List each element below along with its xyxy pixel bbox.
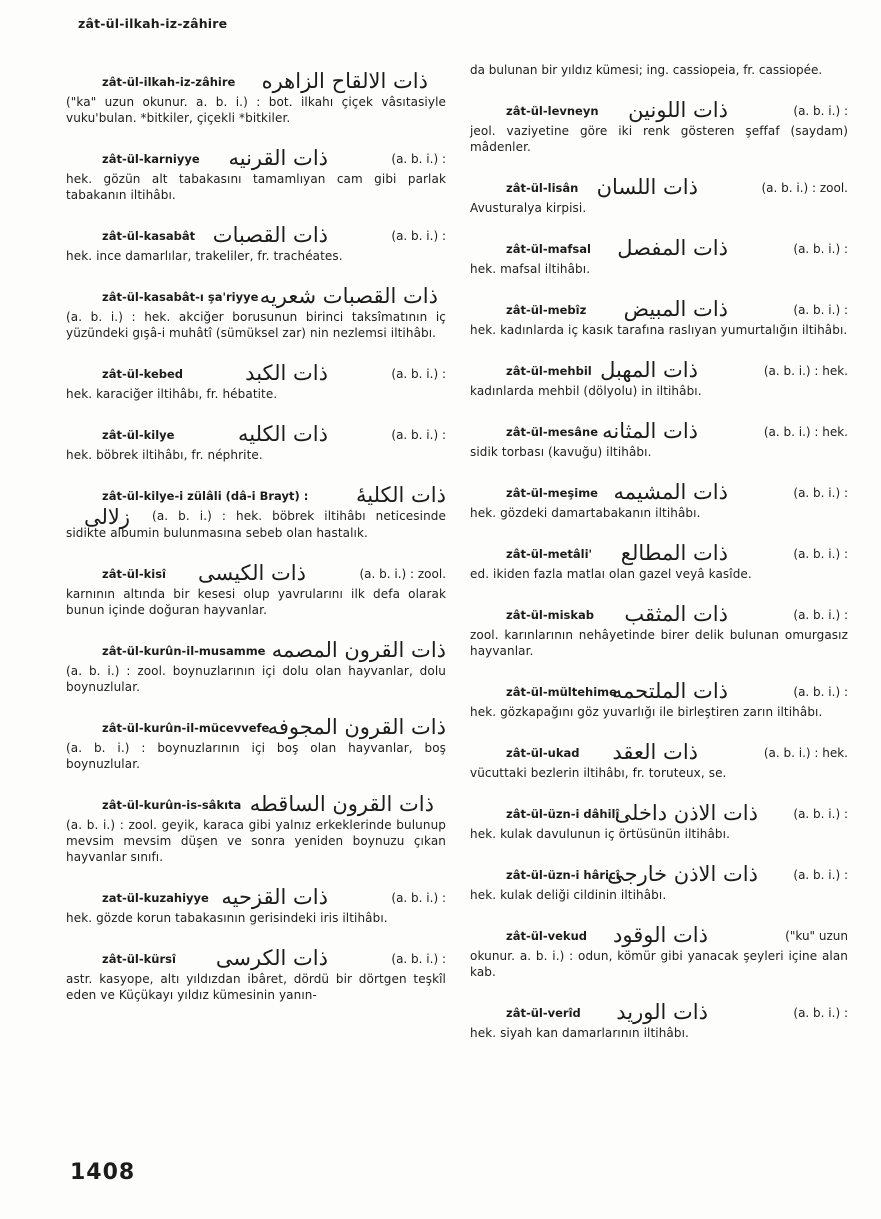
headword: zât-ül-mebîz bbox=[506, 303, 587, 317]
dictionary-entry bbox=[470, 351, 848, 399]
grammar-note: (a. b. i.) : bbox=[793, 547, 848, 561]
grammar-note: (a. b. i.) : bbox=[793, 104, 848, 118]
continuation-text: da bulunan bir yıldız kümesi; ing. cassiopeia, fr. cassiopée. bbox=[470, 63, 823, 77]
arabic-headword: ذات القرون الساقطه bbox=[249, 791, 434, 816]
headword: zât-ül-kurûn-il-mücevvefe bbox=[102, 720, 270, 735]
grammar-note: (a. b. i.) : hek. bbox=[763, 425, 848, 439]
arabic-headword: ذات الكليهٔ bbox=[355, 483, 446, 507]
headword: zât-ül-kasabât-ı şa'riyye bbox=[102, 290, 259, 304]
arabic-headword: ذات القرنيه bbox=[228, 146, 328, 170]
headword: zât-ül-vekud bbox=[506, 929, 587, 943]
dictionary-entry bbox=[470, 534, 848, 582]
entry-head bbox=[470, 412, 848, 442]
entry-head bbox=[66, 631, 446, 661]
grammar-note: (a. b. i.) : zool. bbox=[761, 181, 848, 195]
grammar-note: (a. b. i.) : zool. bbox=[359, 566, 446, 581]
running-head: zât-ül-ilkah-iz-zâhire bbox=[78, 16, 228, 31]
headword: zât-ül-miskab bbox=[506, 608, 595, 622]
arabic-headword: ذات المثقب bbox=[624, 602, 728, 626]
arabic-headword: ذات اللسان bbox=[596, 175, 698, 199]
definition: astr. kasyope, altı yıldızdan ibâret, dördü bir dörtgen teşkîl eden ve Küçükayı yıldız kümesinin yanın- bbox=[66, 971, 446, 1002]
grammar-note: (a. b. i.) : bbox=[391, 428, 446, 442]
headword: zât-ül-kurûn-is-sâkıta bbox=[102, 797, 242, 812]
entry-head bbox=[66, 878, 446, 908]
headword: zât-ül-kürsî bbox=[102, 951, 176, 966]
definition: hek. böbrek iltihâbı, fr. néphrite. bbox=[66, 448, 263, 462]
dictionary-entry bbox=[470, 672, 848, 720]
grammar-note: (a. b. i.) : bbox=[793, 868, 848, 882]
dictionary-entry bbox=[470, 733, 848, 781]
entry-head bbox=[66, 415, 446, 445]
definition: hek. siyah kan damarlarının iltihâbı. bbox=[470, 1026, 689, 1040]
definition: hek. kulak davulunun iç örtüsünün iltihâbı. bbox=[470, 827, 731, 841]
definition: hek. gözde korun tabakasının gerisindeki iris iltihâbı. bbox=[66, 910, 388, 925]
arabic-headword: ذات القصبات bbox=[212, 223, 328, 247]
grammar-note: (a. b. i.) : bbox=[793, 486, 848, 500]
grammar-note: (a. b. i.) : bbox=[391, 367, 446, 381]
headword: zât-ül-kasabât bbox=[102, 229, 196, 243]
definition: sidik torbası (kavuğu) iltihâbı. bbox=[470, 445, 652, 459]
arabic-headword: ذات المفصل bbox=[617, 236, 728, 260]
headword: zât-ül-mafsal bbox=[506, 242, 591, 256]
definition: zool. karınlarının nehâyetinde birer delik bulunan omurgasız hayvanlar. bbox=[470, 628, 848, 658]
dictionary-entry bbox=[470, 916, 848, 980]
definition: ("ka" uzun okunur. a. b. i.) : bot. ilkahı çiçek vâsıtasiyle vuku'bulan. *bitkiler, çiçekli *bitkiler. bbox=[66, 95, 446, 125]
entry-head bbox=[66, 139, 446, 169]
dictionary-entry bbox=[470, 855, 848, 903]
headword: zât-ül-verîd bbox=[506, 1006, 581, 1020]
dictionary-entry bbox=[470, 290, 848, 338]
definition: (a. b. i.) : zool. boynuzlarının içi dolu olan hayvanlar, dolu boynuzlular. bbox=[66, 663, 446, 694]
definition: karnının altında bir kesesi olup yavrularını ilk defa olarak bunun içinde doğuran hayvanlar. bbox=[66, 586, 446, 617]
grammar-note: (a. b. i.) : bbox=[793, 807, 848, 821]
definition: vücuttaki bezlerin iltihâbı, fr. toruteux, se. bbox=[470, 766, 727, 780]
headword: zât-ül-kisî bbox=[102, 566, 167, 581]
grammar-note: (a. b. i.) : hek. bbox=[763, 746, 848, 760]
entry-head bbox=[470, 229, 848, 259]
definition: hek. mafsal iltihâbı. bbox=[470, 262, 591, 276]
dictionary-entry bbox=[66, 277, 446, 341]
definition: hek. kadınlarda iç kasık tarafına raslıyan yumurtalığın iltihâbı. bbox=[470, 323, 848, 337]
definition: (a. b. i.) : hek. akciğer borusunun birinci taksîmatının iç yüzündeki gışâ-i muhâtî (sümüksel zar) nin nezlemsi iltihâbı. bbox=[66, 310, 446, 340]
arabic-headword: ذات القزحيه bbox=[221, 884, 328, 909]
headword: zât-ül-kilye bbox=[102, 428, 175, 442]
definition: hek. kulak deliği cildinin iltihâbı. bbox=[470, 888, 667, 902]
page-number: 1408 bbox=[70, 1160, 136, 1185]
arabic-headword: ذات الكيسى bbox=[197, 560, 306, 585]
entry-head bbox=[66, 277, 446, 307]
dictionary-entry bbox=[66, 216, 446, 264]
arabic-headword: ذات الاذن خارجى bbox=[607, 862, 758, 886]
headword: zât-ül-mesâne bbox=[506, 425, 598, 439]
headword: zât-ül-karniyye bbox=[102, 152, 200, 166]
definition-text: (a. b. i.) : hek. böbrek iltihâbı neticesinde sidikte albumin bulunmasına sebeb olan hastalık. bbox=[66, 509, 446, 540]
arabic-headword: ذات القرون المصمه bbox=[271, 637, 446, 662]
entry-head bbox=[470, 473, 848, 503]
entry-head bbox=[470, 351, 848, 381]
entry-head bbox=[470, 672, 848, 702]
entry-head bbox=[470, 733, 848, 763]
definition: hek. gözdeki damartabakanın iltihâbı. bbox=[470, 506, 701, 520]
grammar-note: (a. b. i.) : bbox=[793, 303, 848, 317]
headword: zât-ül-lisân bbox=[506, 181, 579, 195]
arabic-headword: ذات القرون المجوفه bbox=[267, 714, 446, 739]
entry-head bbox=[66, 939, 446, 969]
arabic-headword: ذات الاذن داخلى bbox=[614, 801, 758, 825]
definition: hek. gözkapağını göz yuvarlığı ile birleştiren zarın iltihâbı. bbox=[470, 705, 823, 719]
grammar-note: (a. b. i.) : bbox=[391, 890, 446, 905]
arabic-headword: ذات المثانه bbox=[602, 419, 698, 443]
grammar-note: (a. b. i.) : hek. bbox=[763, 364, 848, 378]
dictionary-entry bbox=[66, 939, 446, 1003]
arabic-headword: ذات الكرسى bbox=[215, 945, 328, 970]
dictionary-entry bbox=[66, 415, 446, 463]
entry-head bbox=[470, 916, 848, 946]
dictionary-entry bbox=[66, 878, 446, 926]
entry-head bbox=[66, 554, 446, 584]
entry-head bbox=[470, 534, 848, 564]
dictionary-entry bbox=[470, 473, 848, 521]
entry-head bbox=[66, 62, 446, 92]
definition: hek. ince damarlılar, trakeliler, fr. trachéates. bbox=[66, 249, 343, 263]
arabic-headword: ذات الملتحمه bbox=[611, 679, 728, 703]
dictionary-entry bbox=[470, 168, 848, 216]
headword: zât-ül-kebed bbox=[102, 367, 184, 381]
dictionary-entry bbox=[66, 139, 446, 203]
entry-head bbox=[470, 168, 848, 198]
headword: zât-ül-meşime bbox=[506, 486, 598, 500]
arabic-headword: ذات المهبل bbox=[600, 358, 698, 382]
entry-head bbox=[470, 855, 848, 885]
definition: ed. ikiden fazla matlaı olan gazel veyâ kasîde. bbox=[470, 567, 752, 581]
right-column bbox=[470, 62, 848, 1054]
headword: zât-ül-ilkah-iz-zâhire bbox=[102, 75, 236, 89]
dictionary-entry bbox=[66, 476, 446, 541]
headword: zât-ül-metâli' bbox=[506, 547, 593, 561]
headword: zât-ül-mehbil bbox=[506, 364, 592, 378]
entry-head bbox=[66, 785, 446, 815]
grammar-note: (a. b. i.) : bbox=[793, 242, 848, 256]
dictionary-entry bbox=[470, 229, 848, 277]
entry-head bbox=[470, 993, 848, 1023]
dictionary-entry bbox=[66, 554, 446, 618]
entry-head bbox=[470, 595, 848, 625]
definition: jeol. vaziyetine göre iki renk gösteren şeffaf (saydam) mâdenler. bbox=[470, 124, 848, 154]
entry-head bbox=[470, 290, 848, 320]
dictionary-entry bbox=[470, 595, 848, 659]
left-column bbox=[66, 62, 446, 1016]
grammar-note: (a. b. i.) : bbox=[793, 1006, 848, 1020]
entry-head bbox=[66, 216, 446, 246]
definition: okunur. a. b. i.) : odun, kömür gibi yanacak şeyleri içine alan kab. bbox=[470, 949, 848, 979]
arabic-headword: ذات المبيض bbox=[623, 297, 728, 321]
dictionary-entry bbox=[470, 412, 848, 460]
headword: zat-ül-kuzahiyye bbox=[102, 890, 209, 905]
headword: zât-ül-mültehime bbox=[506, 685, 617, 699]
dictionary-entry bbox=[470, 794, 848, 842]
definition: kadınlarda mehbil (dölyolu) in iltihâbı. bbox=[470, 384, 702, 398]
headword: zât-ül-üzn-i hâricî bbox=[506, 868, 620, 882]
definition: hek. karaciğer iltihâbı, fr. hébatite. bbox=[66, 387, 278, 401]
arabic-headword: ذات الوقود bbox=[613, 923, 708, 947]
entry-head bbox=[66, 354, 446, 384]
grammar-note: (a. b. i.) : bbox=[391, 229, 446, 243]
arabic-headword: ذات القصبات شعريه bbox=[259, 284, 438, 308]
headword: zât-ül-kilye-i zülâli (dâ-i Brayt) : bbox=[102, 489, 309, 503]
headword: zât-ül-levneyn bbox=[506, 104, 599, 118]
definition: Avusturalya kirpisi. bbox=[470, 201, 587, 215]
headword: zât-ül-kurûn-il-musamme bbox=[102, 643, 266, 658]
arabic-headword: ذات الكبد bbox=[245, 361, 328, 385]
dictionary-entry bbox=[470, 993, 848, 1041]
definition: hek. gözün alt tabakasını tamamlıyan cam gibi parlak tabakanın iltihâbı. bbox=[66, 172, 446, 202]
arabic-headword: ذات الكليه bbox=[237, 422, 328, 446]
dictionary-entry bbox=[66, 631, 446, 695]
dictionary-entry bbox=[66, 708, 446, 772]
grammar-note: (a. b. i.) : bbox=[793, 608, 848, 622]
arabic-continuation: زلالى bbox=[84, 504, 131, 529]
headword: zât-ül-ukad bbox=[506, 746, 580, 760]
definition: (a. b. i.) : zool. geyik, karaca gibi yalnız erkeklerinde bulunup mevsim mevsim düşen ve sonra yeniden boynuzu çıkan hayvanlar sınıfı. bbox=[66, 817, 446, 864]
grammar-note: ("ku" uzun bbox=[785, 929, 848, 943]
entry-head bbox=[470, 91, 848, 121]
entry-head bbox=[66, 476, 446, 506]
arabic-headword: ذات المشيمه bbox=[613, 480, 728, 504]
dictionary-entry bbox=[66, 62, 446, 126]
arabic-headword: ذات الالقاح الزاهره bbox=[261, 69, 428, 93]
entry-head bbox=[470, 794, 848, 824]
definition: (a. b. i.) : boynuzlarının içi boş olan hayvanlar, boş boynuzlular. bbox=[66, 740, 446, 771]
entry-head bbox=[66, 708, 446, 738]
definition bbox=[66, 504, 446, 541]
arabic-headword: ذات الوريد bbox=[616, 1000, 708, 1024]
arabic-headword: ذات اللونين bbox=[628, 98, 728, 122]
arabic-headword: ذات العقد bbox=[612, 740, 698, 764]
grammar-note: (a. b. i.) : bbox=[391, 951, 446, 966]
arabic-headword: ذات المطالع bbox=[620, 541, 728, 565]
dictionary-entry bbox=[470, 91, 848, 155]
grammar-note: (a. b. i.) : bbox=[793, 685, 848, 699]
headword: zât-ül-üzn-i dâhilî bbox=[506, 807, 620, 821]
grammar-note: (a. b. i.) : bbox=[391, 152, 446, 166]
dictionary-entry bbox=[66, 354, 446, 402]
dictionary-entry bbox=[66, 785, 446, 865]
